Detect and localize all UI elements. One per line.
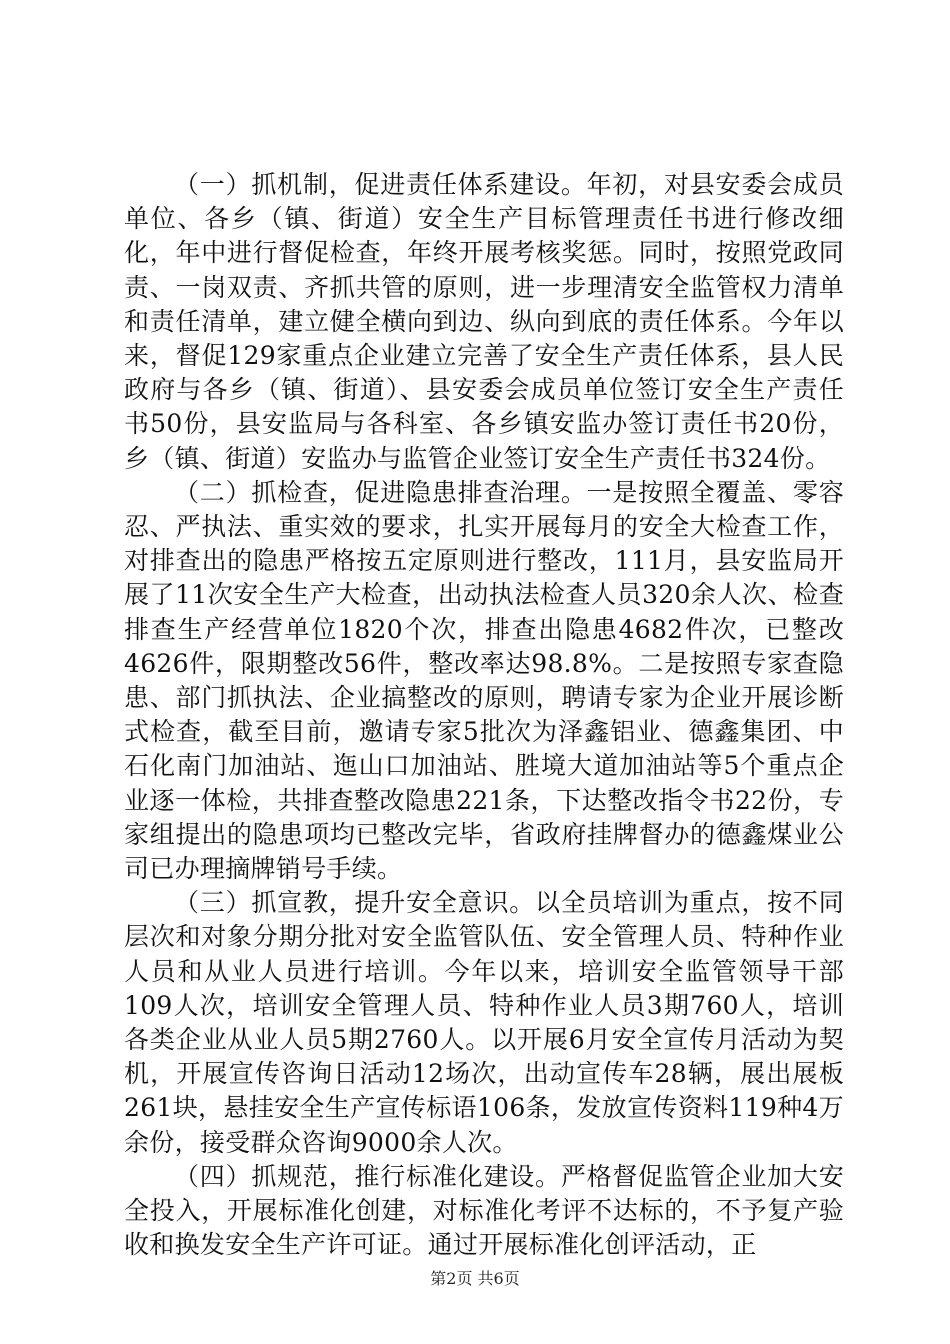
page-number-footer: 第2页 共6页: [430, 1269, 520, 1288]
paragraph-education: （三）抓宣教，提升安全意识。以全员培训为重点，按不同层次和对象分期分批对安全监管队伍、安全管理人员、特种作业人员和从业人员进行培训。今年以来，培训安全监管领导干部109人次，培训安全管理人员、特种作业人员3期760人，培训各类企业从业人员5期2760人。以开展6月安全宣传月活动为契机，开展宣传咨询日活动12场次，出动宣传车28辆，展出展板261块，悬挂安全生产宣传标语106条，发放宣传资料119种4万余份，接受群众咨询9000余人次。: [124, 888, 844, 1157]
paragraph-standardization: （四）抓规范，推行标准化建设。严格督促监管企业加大安全投入，开展标准化创建，对标准化考评不达标的，不予复产验收和换发安全生产许可证。通过开展标准化创评活动，正: [124, 1161, 844, 1260]
document-body: [124, 168, 844, 1263]
paragraph-mechanism: （一）抓机制，促进责任体系建设。年初，对县安委会成员单位、各乡（镇、街道）安全生产目标管理责任书进行修改细化，年中进行督促检查，年终开展考核奖惩。同时，按照党政同责、一岗双责、齐抓共管的原则，进一步理清安全监管权力清单和责任清单，建立健全横向到边、纵向到底的责任体系。今年以来，督促129家重点企业建立完善了安全生产责任体系，县人民政府与各乡（镇、街道）、县安委会成员单位签订安全生产责任书50份，县安监局与各科室、各乡镇安监办签订责任书20份，乡（镇、街道）安监办与监管企业签订安全生产责任书324份。: [124, 170, 844, 473]
paragraph-inspection: （二）抓检查，促进隐患排查治理。一是按照全覆盖、零容忍、严执法、重实效的要求，扎实开展每月的安全大检查工作，对排查出的隐患严格按五定原则进行整改，111月，县安监局开展了11次安全生产大检查，出动执法检查人员320余人次、检查排查生产经营单位1820个次，排查出隐患4682件次，已整改4626件，限期整改56件，整改率达98.8%。二是按照专家查隐患、部门抓执法、企业搞整改的原则，聘请专家为企业开展诊断式检查，截至目前，邀请专家5批次为泽鑫铝业、德鑫集团、中石化南门加油站、迤山口加油站、胜境大道加油站等5个重点企业逐一体检，共排查整改隐患221条，下达整改指令书22份，专家组提出的隐患项均已整改完毕，省政府挂牌督办的德鑫煤业公司已办理摘牌销号手续。: [124, 477, 844, 884]
